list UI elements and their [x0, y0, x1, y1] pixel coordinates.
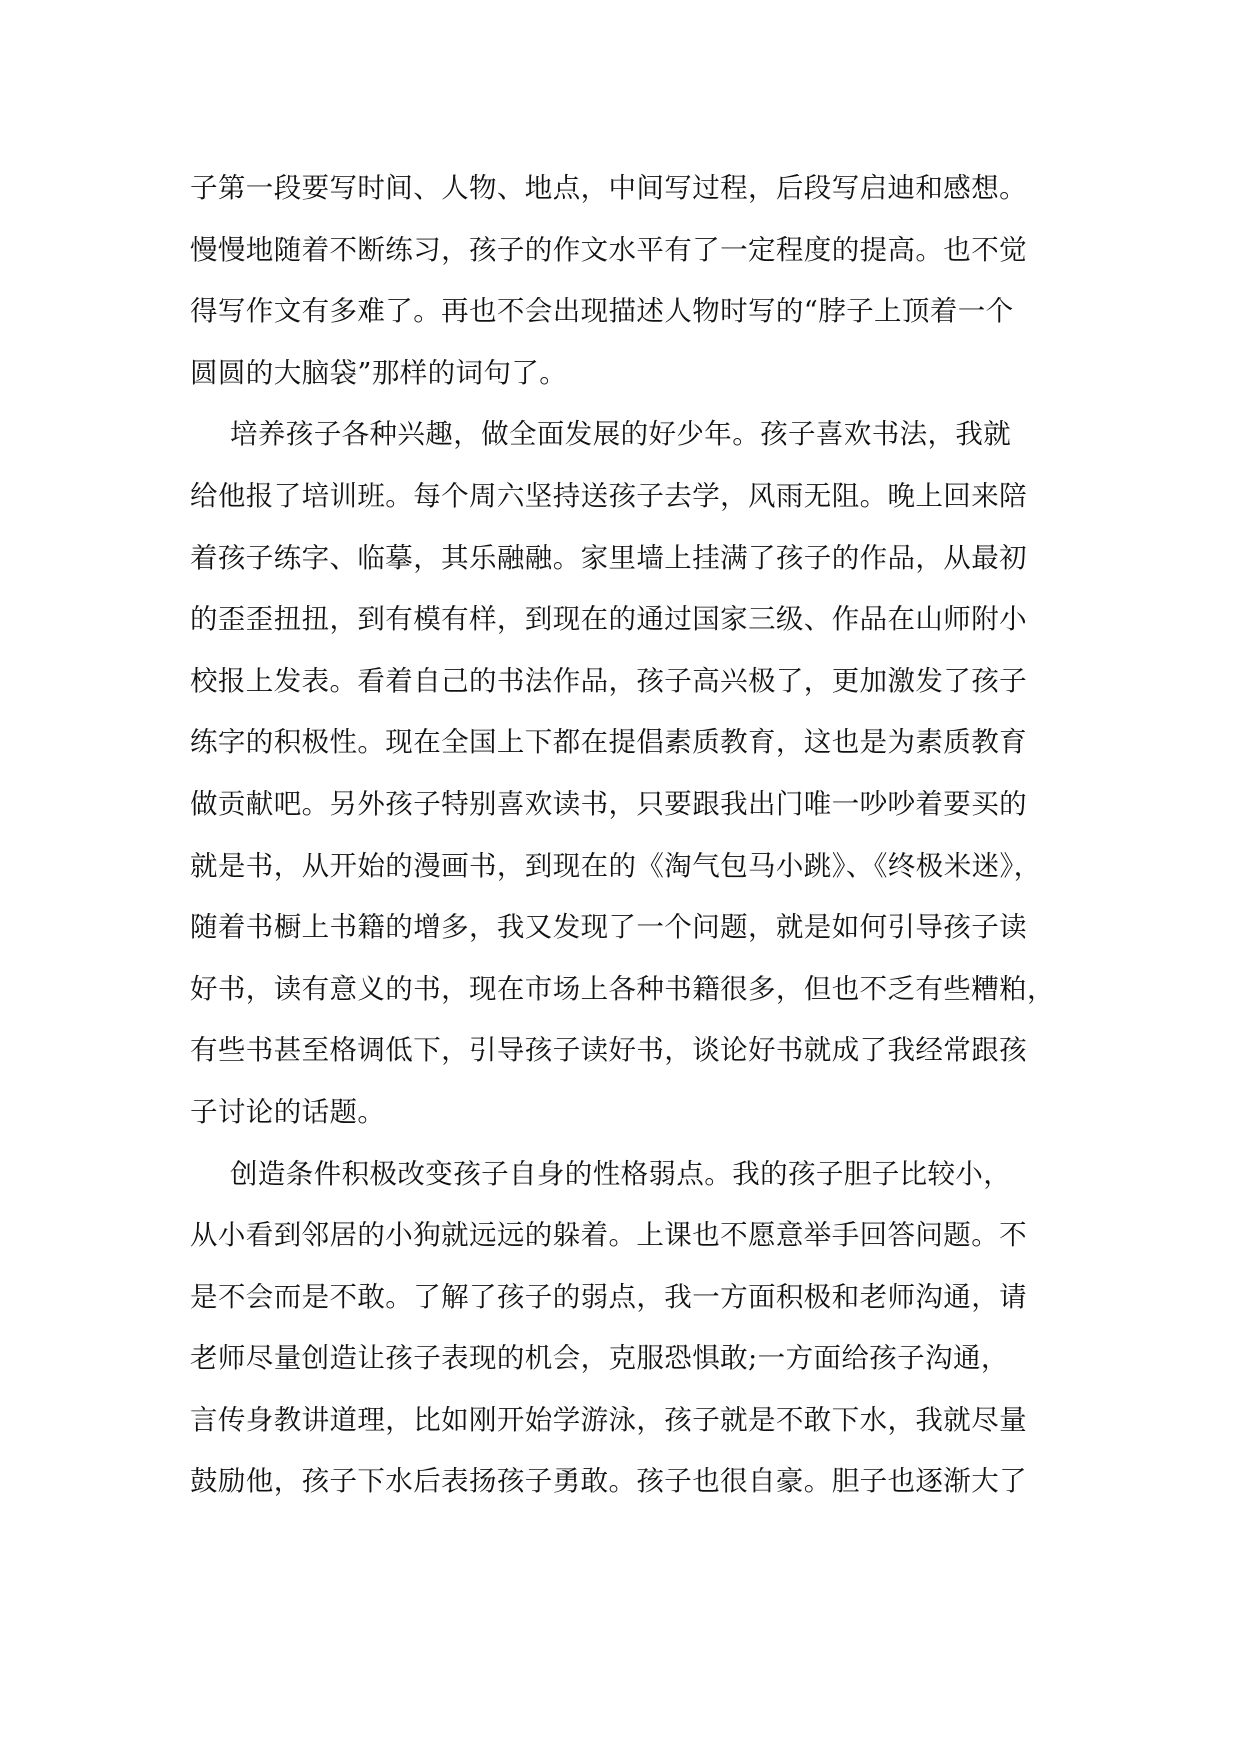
text-line: 练字的积极性。现在全国上下都在提倡素质教育，这也是为素质教育 [190, 726, 1027, 759]
text-line: 有些书甚至格调低下，引导孩子读好书，谈论好书就成了我经常跟孩 [190, 1034, 1027, 1067]
text-line: 鼓励他，孩子下水后表扬孩子勇敢。孩子也很自豪。胆子也逐渐大了 [190, 1465, 1027, 1498]
text-line: 创造条件积极改变孩子自身的性格弱点。我的孩子胆子比较小， [230, 1157, 1012, 1190]
document-body [190, 158, 1070, 1513]
text-line: 就是书，从开始的漫画书，到现在的《淘气包马小跳》、《终极米迷》， [190, 849, 1042, 882]
text-line: 得写作文有多难了。再也不会出现描述人物时写的“脖子上顶着一个 [190, 295, 1014, 328]
text-line: 子第一段要写时间、人物、地点，中间写过程，后段写启迪和感想。 [190, 172, 1027, 204]
paragraph-2 [190, 404, 1070, 1143]
text-line: 是不会而是不敢。了解了孩子的弱点，我一方面积极和老师沟通，请 [190, 1280, 1027, 1313]
text-line: 言传身教讲道理，比如刚开始学游泳，孩子就是不敢下水，我就尽量 [190, 1403, 1027, 1436]
text-line: 好书，读有意义的书，现在市场上各种书籍很多，但也不乏有些糟粕， [190, 972, 1055, 1005]
text-line: 子讨论的话题。 [190, 1095, 386, 1128]
text-line: 培养孩子各种兴趣，做全面发展的好少年。孩子喜欢书法，我就 [230, 418, 1012, 451]
text-line: 老师尽量创造让孩子表现的机会，克服恐惧敢;一方面给孩子沟通， [190, 1342, 1009, 1375]
text-line: 随着书橱上书籍的增多，我又发现了一个问题，就是如何引导孩子读 [190, 911, 1027, 944]
text-line: 校报上发表。看着自己的书法作品，孩子高兴极了，更加激发了孩子 [190, 664, 1027, 697]
paragraph-1 [190, 158, 1070, 404]
paragraph-3 [190, 1144, 1070, 1514]
text-line: 的歪歪扭扭，到有模有样，到现在的通过国家三级、作品在山师附小 [190, 603, 1027, 636]
text-line: 给他报了培训班。每个周六坚持送孩子去学，风雨无阻。晚上回来陪 [190, 479, 1027, 512]
text-line: 从小看到邻居的小狗就远远的躲着。上课也不愿意举手回答问题。不 [190, 1219, 1027, 1252]
text-line: 着孩子练字、临摹，其乐融融。家里墙上挂满了孩子的作品，从最初 [190, 541, 1027, 574]
text-line: 做贡献吧。另外孩子特别喜欢读书，只要跟我出门唯一吵吵着要买的 [190, 787, 1027, 820]
text-line: 圆圆的大脑袋”那样的词句了。 [190, 356, 568, 389]
text-line: 慢慢地随着不断练习，孩子的作文水平有了一定程度的提高。也不觉 [190, 233, 1027, 266]
